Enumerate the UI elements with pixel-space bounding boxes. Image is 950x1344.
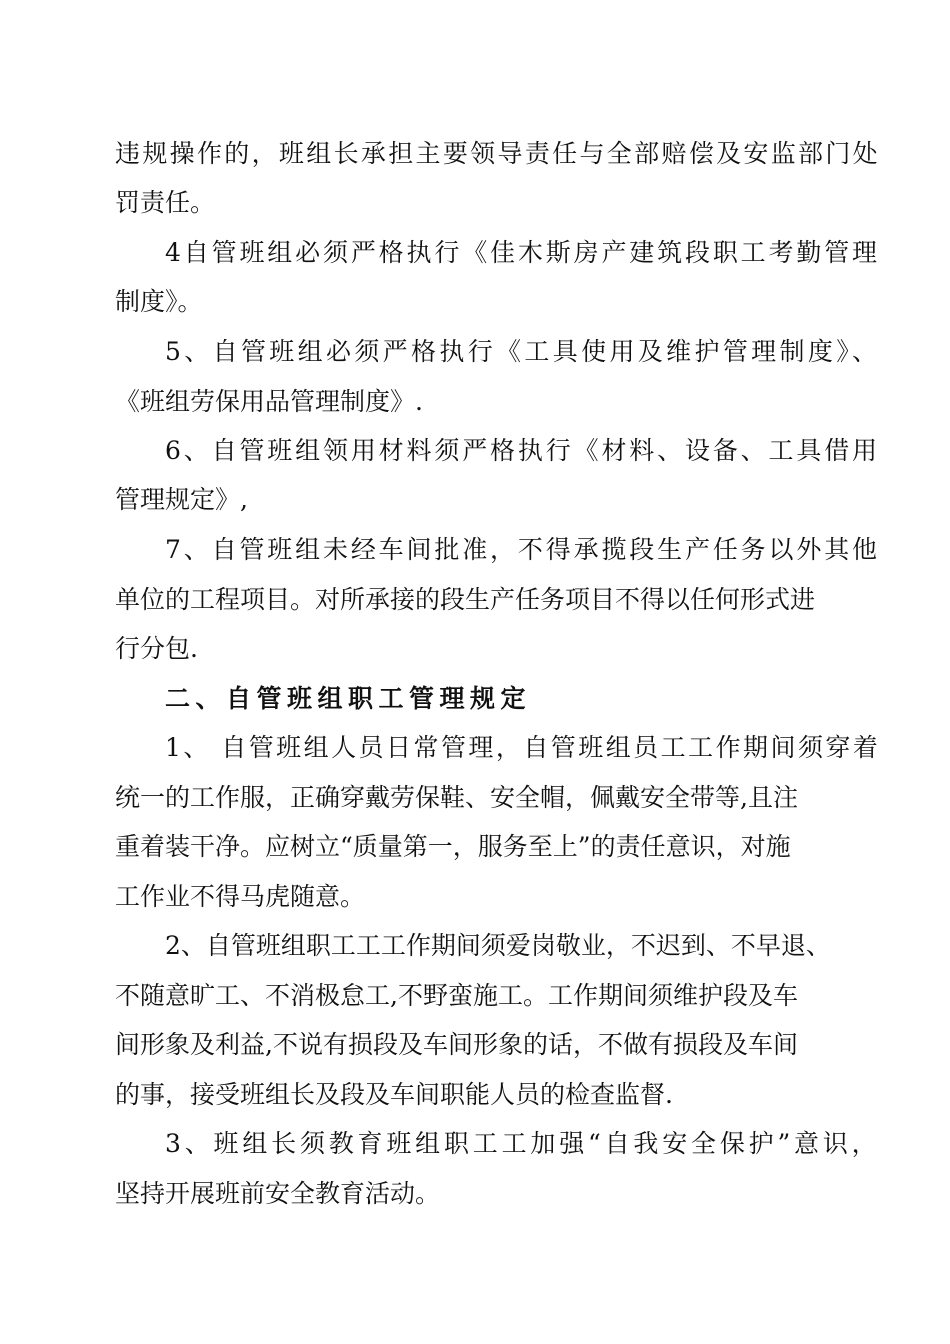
text-line: 3、班组长须教育班组职工工加强“自我安全保护”意识， xyxy=(165,1129,881,1158)
text-line: 7、自管班组未经车间批准，不得承揽段生产任务以外其他 xyxy=(165,535,880,564)
text-line: 4自管班组必须严格执行《佳木斯房产建筑段职工考勤管理 xyxy=(165,238,880,267)
text-line: 违规操作的，班组长承担主要领导责任与全部赔偿及安监部门处 xyxy=(115,139,881,168)
text-line: 2、自管班组职工工工作期间须爱岗敬业，不迟到、不早退、 xyxy=(165,931,831,960)
text-line: 《班组劳保用品管理制度》. xyxy=(115,387,423,416)
text-line: 管理规定》, xyxy=(115,485,248,514)
text-line: 坚持开展班前安全教育活动。 xyxy=(115,1179,441,1208)
text-line: 制度》。 xyxy=(115,287,203,316)
text-line: 罚责任。 xyxy=(115,188,216,217)
text-line: 间形象及利益,不说有损段及车间形象的话，不做有损段及车间 xyxy=(115,1030,798,1059)
section-heading: 二、自管班组职工管理规定 xyxy=(165,684,532,713)
text-line: 不随意旷工、不消极怠工,不野蛮施工。工作期间须维护段及车 xyxy=(115,981,798,1010)
text-line: 6、自管班组领用材料须严格执行《材料、设备、工具借用 xyxy=(165,436,880,465)
text-line: 5、自管班组必须严格执行《工具使用及维护管理制度》、 xyxy=(165,337,881,366)
text-line: 1、 自管班组人员日常管理，自管班组员工工作期间须穿着 xyxy=(165,733,881,762)
text-line: 行分包. xyxy=(115,634,198,663)
text-line: 的事，接受班组长及段及车间职能人员的检查监督. xyxy=(115,1080,673,1109)
text-line: 统一的工作服，正确穿戴劳保鞋、安全帽，佩戴安全带等,且注 xyxy=(115,783,798,812)
text-line: 单位的工程项目。对所承接的段生产任务项目不得以任何形式进 xyxy=(115,585,816,614)
text-line: 工作业不得马虎随意。 xyxy=(115,882,366,911)
text-line: 重着装干净。应树立“质量第一，服务至上”的责任意识，对施 xyxy=(115,832,791,861)
